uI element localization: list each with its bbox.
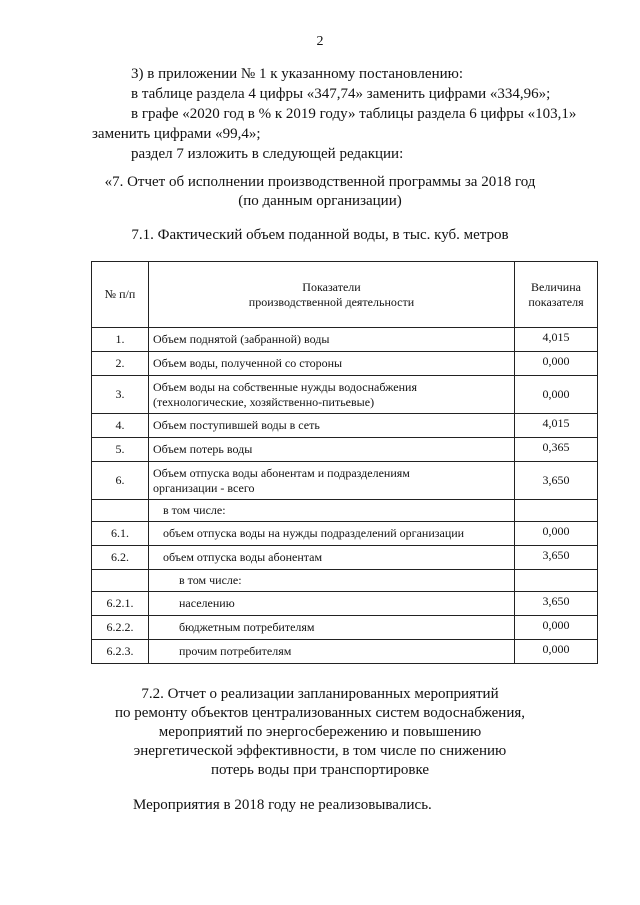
row-name: Объем потерь воды: [149, 438, 515, 462]
row-name-line2: (технологические, хозяйственно-питьевые): [153, 394, 375, 409]
row-name: в том числе:: [149, 500, 515, 522]
row-num: 6.2.2.: [92, 616, 149, 640]
row-value: 0,000: [515, 522, 598, 546]
table-row: [92, 462, 598, 500]
water-volume-table: [91, 261, 598, 664]
row-num: [92, 570, 149, 592]
row-num: 2.: [92, 352, 149, 376]
row-value: 0,000: [515, 616, 598, 640]
row-value: 0,000: [515, 640, 598, 664]
table-row: [92, 352, 598, 376]
row-name: объем отпуска воды на нужды подразделений организации: [149, 522, 515, 546]
row-name: в том числе:: [149, 570, 515, 592]
table-row: [92, 640, 598, 664]
section-7-subtitle: (по данным организации): [238, 193, 402, 209]
intro-line-5: раздел 7 изложить в следующей редакции:: [131, 146, 404, 162]
section-7-2-line-5: потерь воды при транспортировке: [210, 762, 430, 778]
table-header-row: [92, 262, 598, 328]
row-num: 3.: [92, 376, 149, 414]
table-row: [92, 592, 598, 616]
row-value: 4,015: [515, 328, 598, 352]
section-7-2-line-1: 7.2. Отчет о реализации запланированных мероприятий: [141, 686, 499, 702]
row-name: бюджетным потребителям: [149, 616, 515, 640]
table-row: [92, 438, 598, 462]
row-name: [149, 462, 515, 500]
table-row: [92, 570, 598, 592]
row-num: 4.: [92, 414, 149, 438]
table-row: [92, 376, 598, 414]
row-name: населению: [149, 592, 515, 616]
row-name-line1: Объем отпуска воды абонентам и подразделениям: [153, 466, 410, 481]
header-name-line2: производственной деятельности: [248, 294, 415, 309]
header-name-line1: Показатели: [302, 279, 361, 294]
row-value: 3,650: [515, 546, 598, 570]
table-row: [92, 546, 598, 570]
header-value-line1: Величина: [531, 279, 581, 294]
table-row: [92, 616, 598, 640]
section-7-2-line-2: по ремонту объектов централизованных систем водоснабжения,: [114, 705, 525, 721]
row-value: 4,015: [515, 414, 598, 438]
row-value: [515, 500, 598, 522]
row-name: Объем воды, полученной со стороны: [149, 352, 515, 376]
row-value: 3,650: [515, 592, 598, 616]
row-name: прочим потребителям: [149, 640, 515, 664]
page-number: 2: [316, 34, 324, 49]
table-row: [92, 414, 598, 438]
row-value: 0,000: [515, 352, 598, 376]
row-name: Объем поступившей воды в сеть: [149, 414, 515, 438]
row-value: 3,650: [515, 462, 598, 500]
row-value: [515, 570, 598, 592]
row-num: 6.2.: [92, 546, 149, 570]
intro-line-2: в таблице раздела 4 цифры «347,74» заменить цифрами «334,96»;: [131, 86, 551, 102]
row-num: [92, 500, 149, 522]
closing-statement: Мероприятия в 2018 году не реализовывались.: [133, 797, 432, 813]
row-num: 6.1.: [92, 522, 149, 546]
section-7-2-line-3: мероприятий по энергосбережению и повышению: [158, 724, 482, 740]
intro-line-3: в графе «2020 год в % к 2019 году» таблицы раздела 6 цифры «103,1»: [131, 106, 577, 122]
row-name: Объем поднятой (забранной) воды: [149, 328, 515, 352]
table-row: [92, 500, 598, 522]
row-num: 6.2.3.: [92, 640, 149, 664]
intro-line-1: 3) в приложении № 1 к указанному постановлению:: [131, 66, 463, 82]
header-value: [515, 262, 598, 328]
section-7-1-title: 7.1. Фактический объем поданной воды, в тыс. куб. метров: [131, 227, 509, 243]
row-name: объем отпуска воды абонентам: [149, 546, 515, 570]
row-name-line2: организации - всего: [153, 480, 255, 495]
header-value-line2: показателя: [528, 294, 584, 309]
row-num: 6.2.1.: [92, 592, 149, 616]
row-num: 1.: [92, 328, 149, 352]
row-value: 0,365: [515, 438, 598, 462]
section-7-2-line-4: энергетической эффективности, в том числе по снижению: [133, 743, 507, 759]
table-row: [92, 328, 598, 352]
row-num: 5.: [92, 438, 149, 462]
row-name: [149, 376, 515, 414]
header-num: № п/п: [92, 262, 149, 328]
intro-line-4: заменить цифрами «99,4»;: [92, 126, 261, 142]
row-value: 0,000: [515, 376, 598, 414]
row-num: 6.: [92, 462, 149, 500]
row-name-line1: Объем воды на собственные нужды водоснабжения: [153, 380, 417, 395]
header-name: [149, 262, 515, 328]
table-row: [92, 522, 598, 546]
section-7-title: «7. Отчет об исполнении производственной программы за 2018 год: [104, 174, 536, 190]
